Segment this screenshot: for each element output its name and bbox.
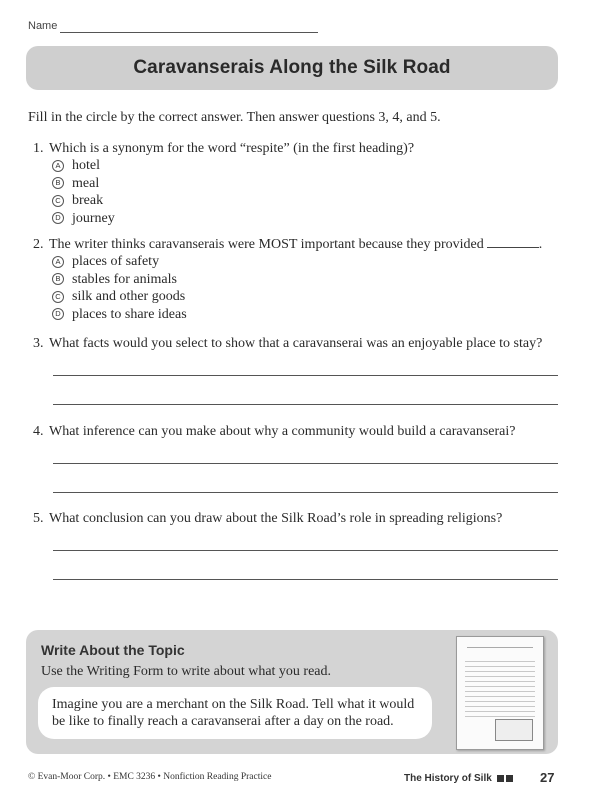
- options-list: [52, 157, 414, 227]
- question-number: 3.: [33, 336, 44, 351]
- option-a[interactable]: [52, 253, 542, 271]
- answer-bubble[interactable]: B: [52, 273, 64, 285]
- answer-line[interactable]: [53, 463, 558, 464]
- option-text: silk and other goods: [72, 289, 186, 304]
- option-text: places to share ideas: [72, 306, 187, 322]
- question-3: [33, 336, 542, 352]
- answer-bubble[interactable]: C: [52, 291, 64, 303]
- title-banner: [26, 46, 558, 90]
- write-about-title: Write About the Topic: [41, 642, 185, 658]
- option-b[interactable]: [52, 175, 414, 193]
- question-2: 2. The writer thinks caravanserais were MOST important because they provided . A places of safety B stables for animals C silk and other goods D places to share ideas: [33, 237, 543, 322]
- writing-form-thumbnail: [456, 636, 544, 750]
- writing-prompt-box: [38, 687, 432, 739]
- option-c[interactable]: [52, 192, 414, 210]
- answer-line[interactable]: [53, 492, 558, 493]
- answer-line[interactable]: [53, 375, 558, 376]
- answer-bubble[interactable]: A: [52, 160, 64, 172]
- question-text: Which is a synonym for the word “respite” (in the first heading)?: [49, 141, 415, 156]
- instructions: Fill in the circle by the correct answer. Then answer questions 3, 4, and 5.: [28, 110, 441, 125]
- question-1: [33, 141, 414, 227]
- answer-line[interactable]: [53, 579, 558, 580]
- option-text: hotel: [72, 158, 100, 173]
- option-text: places of safety: [72, 254, 160, 269]
- question-text: The writer thinks caravanserais were MOST important because they provided: [49, 237, 484, 252]
- option-text: meal: [72, 175, 100, 191]
- answer-bubble[interactable]: A: [52, 256, 64, 268]
- option-text: journey: [72, 210, 115, 226]
- question-4: [33, 424, 515, 440]
- option-a[interactable]: [52, 157, 414, 175]
- question-number: 2.: [33, 237, 44, 252]
- thumbnail-title-line: [467, 647, 533, 648]
- answer-bubble[interactable]: B: [52, 177, 64, 189]
- options-list: [52, 253, 542, 323]
- copyright-footer: © Evan-Moor Corp. • EMC 3236 • Nonfiction Reading Practice: [28, 772, 272, 782]
- option-text: stables for animals: [72, 271, 177, 287]
- name-field-line[interactable]: [60, 32, 318, 33]
- question-text: What inference can you make about why a community would build a caravanserai?: [49, 424, 516, 439]
- page-number: 27: [540, 770, 555, 785]
- option-text: break: [72, 193, 104, 208]
- fill-in-blank: [487, 247, 539, 248]
- option-b[interactable]: [52, 271, 542, 289]
- option-d[interactable]: [52, 210, 414, 228]
- writing-prompt: Imagine you are a merchant on the Silk Road. Tell what it would be like to finally reach a caravanserai after a day on the road.: [52, 697, 415, 729]
- name-label: Name: [28, 20, 58, 32]
- option-c[interactable]: [52, 288, 542, 306]
- write-about-subtitle: Use the Writing Form to write about what you read.: [41, 664, 332, 679]
- question-number: 1.: [33, 141, 44, 156]
- question-number: 5.: [33, 511, 44, 526]
- book-title: The History of Silk: [404, 773, 492, 784]
- question-number: 4.: [33, 424, 44, 439]
- answer-bubble[interactable]: D: [52, 212, 64, 224]
- question-text: What facts would you select to show that a caravanserai was an enjoyable place to stay?: [49, 336, 543, 351]
- square-icon: [506, 775, 513, 782]
- answer-line[interactable]: [53, 404, 558, 405]
- thumbnail-map-icon: [495, 719, 533, 741]
- page-title: Caravanserais Along the Silk Road: [133, 57, 451, 78]
- thumbnail-ruled-lines: [465, 657, 535, 717]
- answer-bubble[interactable]: D: [52, 308, 64, 320]
- option-d[interactable]: [52, 306, 542, 324]
- question-5: [33, 511, 502, 527]
- answer-bubble[interactable]: C: [52, 195, 64, 207]
- write-about-topic-box: [26, 630, 558, 754]
- answer-line[interactable]: [53, 550, 558, 551]
- question-text: What conclusion can you draw about the Silk Road’s role in spreading religions?: [49, 511, 503, 526]
- square-icon: [497, 775, 504, 782]
- footer-book-title: [404, 773, 513, 784]
